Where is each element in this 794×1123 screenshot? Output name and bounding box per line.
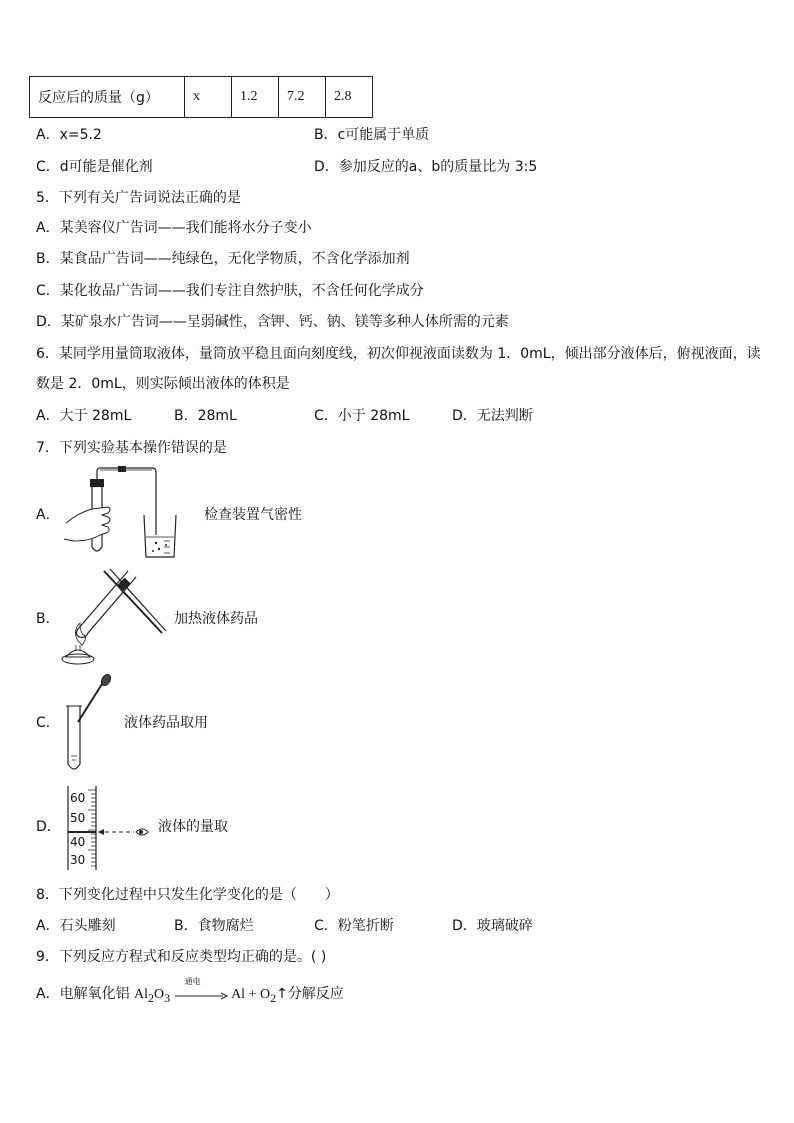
- q7-option-c-letter: C．: [36, 715, 60, 731]
- gas-arrow: ↑: [276, 986, 288, 1002]
- q5-option-c: C．某化妆品广告词——我们专注自然护肤，不含任何化学成分: [36, 283, 424, 299]
- q8-option-a: A．石头雕刻: [36, 918, 116, 934]
- formula-reactant: $Al_2O_3$: [134, 987, 171, 1005]
- q6-option-d: D．无法判断: [452, 408, 533, 424]
- q6-stem-line2: 数是 2．0mL，则实际倾出液体的体积是: [36, 376, 290, 392]
- table-cell: 1.2: [232, 77, 279, 118]
- q5-stem: 5．下列有关广告词说法正确的是: [36, 190, 241, 206]
- q7-option-c-caption: 液体药品取用: [124, 715, 208, 731]
- q8-option-c: C．粉笔折断: [314, 918, 394, 934]
- q7-option-d-letter: D．: [36, 819, 61, 835]
- q4-option-c: C．d可能是催化剂: [36, 159, 153, 175]
- q6-option-b: B．28mL: [174, 408, 237, 424]
- table-cell: x: [185, 77, 232, 118]
- q7-option-a-letter: A．: [36, 507, 60, 523]
- q9-option-a: [36, 977, 344, 1008]
- cylinder-tick-30: 30: [70, 853, 86, 867]
- table-row: [30, 77, 373, 118]
- cylinder-tick-60: 60: [70, 791, 86, 805]
- q8-option-d: D．玻璃破碎: [452, 918, 533, 934]
- airtight-check-figure: [60, 465, 190, 560]
- mass-table: [29, 76, 373, 118]
- q6-stem-line1: 6．某同学用量筒取液体，量筒放平稳且面向刻度线，初次仰视液面读数为 1．0mL，倾出部分液体后，俯视液面，读: [36, 346, 761, 362]
- q4-option-b: B．c可能属于单质: [314, 127, 430, 143]
- q4-option-d: D．参加反应的a、b的质量比为 3:5: [314, 159, 538, 175]
- q5-option-a: A．某美容仪广告词——我们能将水分子变小: [36, 220, 312, 236]
- q7-option-b-letter: B．: [36, 611, 60, 627]
- q6-option-a: A．大于 28mL: [36, 408, 132, 424]
- q7-option-d-caption: 液体的量取: [158, 819, 228, 835]
- cylinder-tick-40: 40: [70, 835, 86, 849]
- table-cell: 7.2: [279, 77, 326, 118]
- formula-products: $Al + O_2$: [231, 987, 277, 1005]
- q7-option-b-caption: 加热液体药品: [174, 611, 258, 627]
- q8-option-b: B．食物腐烂: [174, 918, 254, 934]
- q4-option-a: A．x=5.2: [36, 127, 102, 143]
- q7-stem: 7．下列实验基本操作错误的是: [36, 440, 227, 456]
- dropper-figure: [62, 672, 122, 777]
- table-cell: 反应后的质量（g）: [30, 77, 185, 118]
- q5-option-d: D．某矿泉水广告词——呈弱碱性，含钾、钙、钠、镁等多种人体所需的元素: [36, 314, 509, 330]
- q6-option-c: C．小于 28mL: [314, 408, 410, 424]
- reaction-arrow: [175, 977, 227, 1001]
- q9-option-a-prefix: A．电解氧化铝: [36, 986, 130, 1002]
- reaction-type: 分解反应: [287, 986, 344, 1002]
- cylinder-tick-50: 50: [70, 811, 86, 825]
- q7-option-a-caption: 检查装置气密性: [204, 507, 302, 523]
- q9-stem: 9．下列反应方程式和反应类型均正确的是。( ): [36, 949, 327, 965]
- q5-option-b: B．某食品广告词——纯绿色，无化学物质，不含化学添加剂: [36, 251, 410, 267]
- heating-liquid-figure: [58, 565, 173, 670]
- table-cell: 2.8: [326, 77, 373, 118]
- reaction-condition: 通电: [184, 977, 201, 986]
- q8-stem: 8．下列变化过程中只发生化学变化的是（ ）: [36, 887, 339, 903]
